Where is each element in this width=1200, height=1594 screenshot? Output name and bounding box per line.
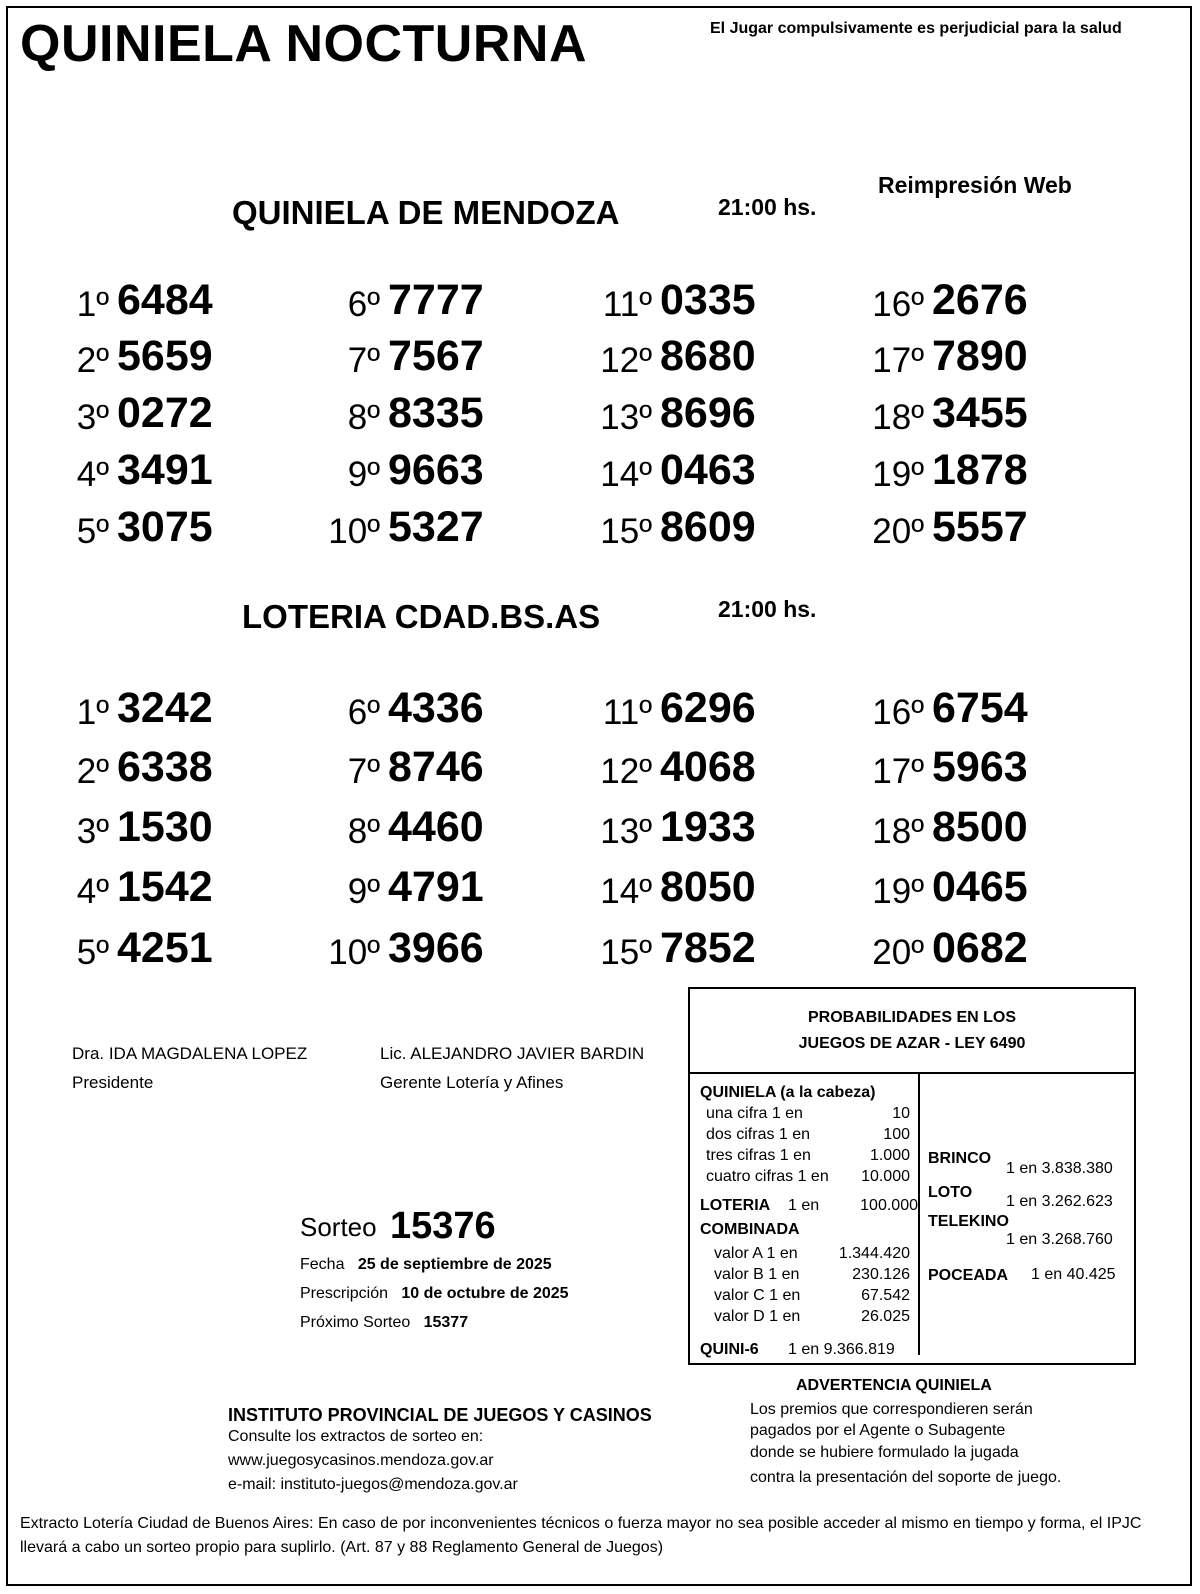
section-time-loteria: 21:00 hs. — [718, 596, 817, 622]
next-draw-row — [300, 1314, 468, 1332]
draw-label: Sorteo — [300, 1212, 377, 1242]
result-number: 3966 — [388, 924, 484, 972]
signature-role: Gerente Lotería y Afines — [380, 1073, 564, 1092]
brinco-prob-label: BRINCO — [928, 1150, 992, 1167]
result-number: 8609 — [660, 503, 756, 551]
advertencia-line: Los premios que correspondieren serán — [750, 1401, 1033, 1418]
telekino-prob-value: 1 en 3.268.760 — [1006, 1231, 1113, 1248]
result-number: 4251 — [117, 924, 213, 972]
section-title-mendoza: QUINIELA DE MENDOZA — [232, 194, 620, 231]
draw-number: 15376 — [390, 1205, 496, 1247]
result-number: 4068 — [660, 743, 756, 791]
poceada-prob-value: 1 en 40.425 — [1031, 1266, 1116, 1283]
prob-row-value: 230.126 — [852, 1266, 910, 1283]
advertencia-line: donde se hubiere formulado la jugada — [750, 1444, 1019, 1461]
prob-row-label: valor B 1 en — [714, 1266, 800, 1283]
result-number: 8746 — [388, 743, 484, 791]
result-position: 11º — [602, 285, 652, 324]
result-position: 5º — [76, 933, 109, 972]
result-position: 16º — [872, 693, 924, 732]
result-number: 3455 — [932, 389, 1028, 437]
poceada-prob-label: POCEADA — [928, 1267, 1009, 1284]
quiniela-prob-title: QUINIELA (a la cabeza) — [700, 1084, 876, 1101]
result-number: 6754 — [932, 684, 1028, 732]
prob-row-value: 67.542 — [861, 1287, 910, 1304]
result-position: 18º — [872, 398, 924, 437]
combinada-prob-title: COMBINADA — [700, 1221, 800, 1238]
quini6-prob-label: QUINI-6 — [700, 1341, 759, 1358]
result-number: 3242 — [117, 684, 213, 732]
result-position: 20º — [872, 933, 924, 972]
result-position: 8º — [347, 398, 380, 437]
section-time-mendoza: 21:00 hs. — [718, 194, 817, 220]
institute-email[interactable]: e-mail: instituto-juegos@mendoza.gov.ar — [228, 1476, 518, 1493]
prob-row-value: 10.000 — [861, 1168, 910, 1185]
result-number: 8696 — [660, 389, 756, 437]
signature-role: Presidente — [72, 1073, 154, 1092]
prob-row-label: valor D 1 en — [714, 1308, 801, 1325]
result-number: 1542 — [117, 863, 213, 911]
result-position: 2º — [76, 752, 109, 791]
result-number: 7777 — [388, 276, 484, 324]
result-position: 15º — [600, 933, 652, 972]
result-number: 0463 — [660, 446, 756, 494]
result-entry — [0, 332, 1028, 382]
loto-prob-label: LOTO — [928, 1184, 973, 1201]
result-number: 9663 — [388, 446, 484, 494]
signature-name: Lic. ALEJANDRO JAVIER BARDIN — [380, 1044, 645, 1063]
result-position: 2º — [76, 341, 109, 380]
institute-url[interactable]: www.juegosycasinos.mendoza.gov.ar — [228, 1452, 494, 1469]
page-title: QUINIELA NOCTURNA — [20, 15, 587, 73]
result-number: 0682 — [932, 924, 1028, 972]
advertencia-line: pagados por el Agente o Subagente — [750, 1422, 1006, 1439]
loteria-prob-value: 100.000 — [860, 1197, 918, 1214]
prob-row-value: 10 — [892, 1105, 910, 1122]
result-entry — [0, 684, 1028, 734]
institute-consult: Consulte los extractos de sorteo en: — [228, 1428, 484, 1445]
prob-row-value: 26.025 — [861, 1308, 910, 1325]
result-number: 2676 — [932, 276, 1028, 324]
result-position: 9º — [347, 455, 380, 494]
next-draw-label: Próximo Sorteo — [300, 1314, 411, 1331]
result-number: 1530 — [117, 803, 213, 851]
next-draw-number: 15377 — [423, 1314, 469, 1331]
footer-note: Extracto Lotería Ciudad de Buenos Aires: En caso de por inconvenientes técnicos o fuerza mayor no sea posible acceder al mismo en tiempo y forma, el IPJC llevará a cabo un sorteo propio para suplirlo. (Art. 87 y 88 Reglamento General de Juegos) — [20, 1515, 1142, 1556]
result-position: 11º — [602, 693, 652, 732]
prob-row-label: cuatro cifras 1 en — [706, 1168, 829, 1185]
result-number: 8680 — [660, 332, 756, 380]
institute-name: INSTITUTO PROVINCIAL DE JUEGOS Y CASINOS — [228, 1405, 652, 1425]
reprint-label: Reimpresión Web — [878, 172, 1072, 198]
result-number: 5327 — [388, 503, 484, 551]
result-entry — [0, 863, 1028, 913]
result-number: 0335 — [660, 276, 756, 324]
result-position: 16º — [872, 285, 924, 324]
result-number: 7890 — [932, 332, 1028, 380]
result-entry — [0, 389, 1028, 439]
result-position: 7º — [347, 341, 380, 380]
prescription-label: Prescripción — [300, 1285, 389, 1302]
prob-row-label: tres cifras 1 en — [706, 1147, 811, 1164]
result-number: 5659 — [117, 332, 213, 380]
result-number: 8335 — [388, 389, 484, 437]
result-position: 6º — [347, 693, 380, 732]
result-position: 10º — [328, 933, 380, 972]
result-position: 4º — [76, 455, 109, 494]
result-number: 3075 — [117, 503, 213, 551]
result-position: 1º — [76, 285, 109, 324]
draw-date: 25 de septiembre de 2025 — [357, 1256, 552, 1273]
loto-prob-value: 1 en 3.262.623 — [1006, 1193, 1113, 1210]
result-number: 3491 — [117, 446, 213, 494]
result-position: 9º — [347, 872, 380, 911]
result-number: 6338 — [117, 743, 213, 791]
result-position: 1º — [76, 693, 109, 732]
result-position: 6º — [347, 285, 380, 324]
divider — [690, 1072, 1134, 1074]
loteria-prob-en: 1 en — [788, 1197, 820, 1214]
result-number: 7567 — [388, 332, 484, 380]
telekino-prob-label: TELEKINO — [928, 1213, 1009, 1230]
result-number: 6296 — [660, 684, 756, 732]
result-number: 4336 — [388, 684, 484, 732]
result-position: 3º — [76, 812, 109, 851]
result-position: 18º — [872, 812, 924, 851]
result-position: 20º — [872, 512, 924, 551]
result-position: 13º — [600, 812, 652, 851]
result-position: 14º — [600, 455, 652, 494]
result-entry — [0, 803, 1028, 853]
result-entry — [0, 276, 1028, 326]
section-title-loteria: LOTERIA CDAD.BS.AS — [242, 598, 601, 635]
result-entry — [0, 446, 1028, 496]
result-position: 12º — [600, 341, 652, 380]
result-position: 10º — [328, 512, 380, 551]
result-number: 1878 — [932, 446, 1028, 494]
probabilities-box — [688, 987, 1136, 1365]
result-number: 5557 — [932, 503, 1028, 551]
result-number: 0465 — [932, 863, 1028, 911]
probabilities-header: JUEGOS DE AZAR - LEY 6490 — [798, 1035, 1026, 1052]
signature-name: Dra. IDA MAGDALENA LOPEZ — [72, 1044, 308, 1063]
result-position: 5º — [76, 512, 109, 551]
result-entry — [0, 503, 1028, 553]
prescription-date: 10 de octubre de 2025 — [401, 1285, 569, 1302]
result-number: 1933 — [660, 803, 756, 851]
result-number: 8050 — [660, 863, 756, 911]
result-number: 5963 — [932, 743, 1028, 791]
prob-row-label: valor A 1 en — [714, 1245, 798, 1262]
loteria-prob-label: LOTERIA — [700, 1197, 771, 1214]
prob-row-value: 100 — [883, 1126, 910, 1143]
probabilities-header: PROBABILIDADES EN LOS — [807, 1009, 1016, 1026]
divider — [918, 1072, 920, 1355]
result-position: 4º — [76, 872, 109, 911]
prob-row-label: dos cifras 1 en — [706, 1126, 811, 1143]
health-warning: El Jugar compulsivamente es perjudicial para la salud — [710, 20, 1122, 37]
prob-row-label: una cifra 1 en — [706, 1105, 803, 1122]
result-position: 7º — [347, 752, 380, 791]
result-number: 7852 — [660, 924, 756, 972]
prob-row-value: 1.344.420 — [838, 1245, 910, 1262]
draw-date-label: Fecha — [300, 1256, 345, 1273]
result-position: 19º — [872, 872, 924, 911]
result-position: 8º — [347, 812, 380, 851]
result-position: 12º — [600, 752, 652, 791]
result-position: 13º — [600, 398, 652, 437]
prescription-row — [300, 1285, 569, 1303]
draw-date-row — [300, 1256, 552, 1274]
advertencia-line: contra la presentación del soporte de juego. — [750, 1469, 1062, 1486]
result-number: 8500 — [932, 803, 1028, 851]
prob-row-label: valor C 1 en — [714, 1287, 801, 1304]
result-number: 4791 — [388, 863, 484, 911]
quini6-prob-value: 1 en 9.366.819 — [788, 1341, 895, 1358]
prob-row-value: 1.000 — [869, 1147, 910, 1164]
advertencia-title: ADVERTENCIA QUINIELA — [796, 1377, 992, 1394]
result-position: 15º — [600, 512, 652, 551]
result-position: 3º — [76, 398, 109, 437]
result-entry — [0, 743, 1028, 793]
result-position: 17º — [872, 752, 924, 791]
brinco-prob-value: 1 en 3.838.380 — [1006, 1160, 1113, 1177]
result-position: 19º — [872, 455, 924, 494]
result-position: 14º — [600, 872, 652, 911]
result-entry — [0, 924, 1028, 974]
result-position: 17º — [872, 341, 924, 380]
result-number: 6484 — [117, 276, 213, 324]
result-number: 0272 — [117, 389, 213, 437]
result-number: 4460 — [388, 803, 484, 851]
